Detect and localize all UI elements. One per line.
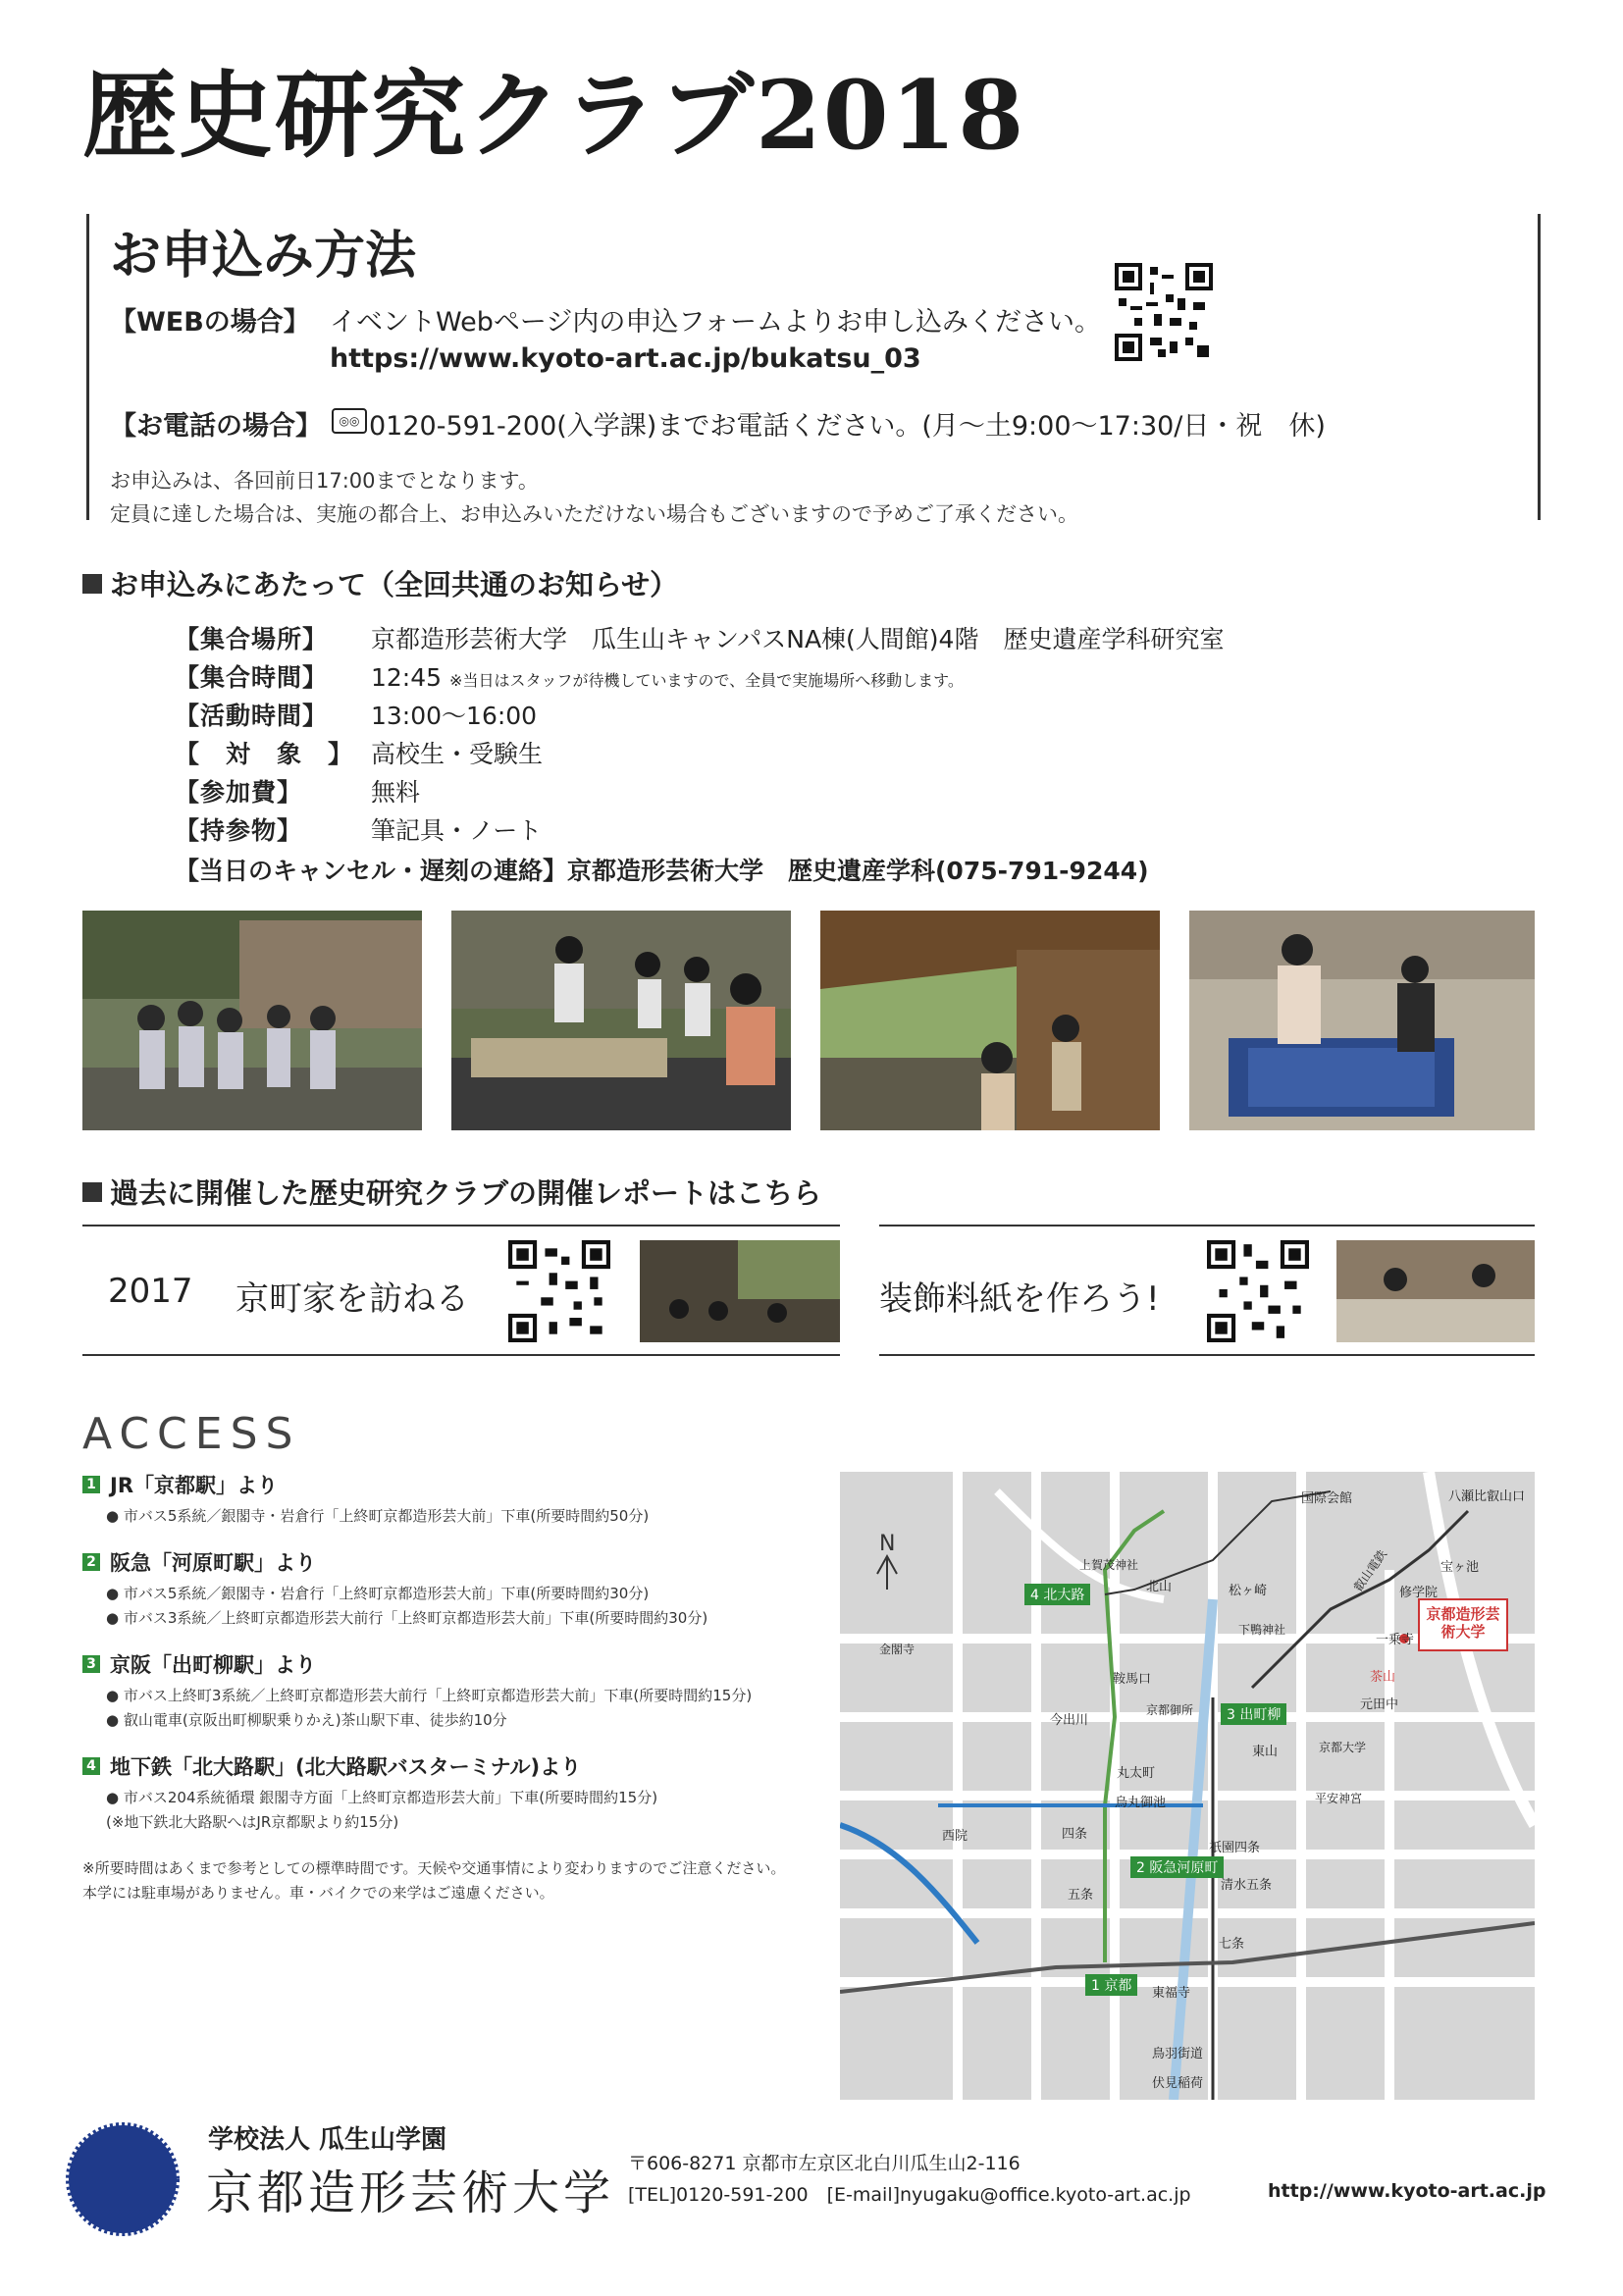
info-row-meet-time: 【集合時間】 12:45 ※当日はスタッフが待機していますので、全員で実施場所へ移動します。	[175, 663, 964, 692]
photo-paper-making	[1189, 911, 1535, 1130]
map-label: 下鴨神社	[1238, 1623, 1286, 1637]
info-row-place: 【集合場所】 京都造形芸術大学 瓜生山キャンパスNA棟(人間館)4階 歴史遺産学科研究室	[175, 625, 1225, 653]
square-bullet-icon	[82, 574, 102, 594]
map-label: 丸太町	[1117, 1766, 1156, 1781]
map-label: 一乗寺	[1376, 1633, 1415, 1647]
access-note-time: ※所要時間はあくまで参考としての標準時間です。天候や交通事情により変わりますのでご注意ください。	[82, 1859, 786, 1877]
divider	[879, 1354, 1535, 1356]
map-label: 七条	[1219, 1937, 1245, 1952]
note-capacity: 定員に達した場合は、実施の都合上、お申込みいただけない場合もございますので予めご了承ください。	[110, 502, 1078, 526]
square-bullet-icon	[82, 1182, 102, 1202]
map-label: 元田中	[1360, 1697, 1399, 1712]
route-2-heading: 2 阪急「河原町駅」より	[82, 1547, 828, 1577]
footer-url-link[interactable]: http://www.kyoto-art.ac.jp	[1268, 2180, 1546, 2202]
north-label: N	[879, 1532, 896, 1556]
info-row-activity-time: 【活動時間】 13:00〜16:00	[175, 702, 538, 730]
qr-code-icon[interactable]	[1115, 263, 1213, 361]
route-1-heading: 1 JR「京都駅」より	[82, 1470, 828, 1499]
report-photo-townhouse	[640, 1240, 840, 1342]
apply-title: お申込み方法	[110, 226, 417, 286]
report-photo-paper	[1336, 1240, 1535, 1342]
route-2-line: ● 市バス3系統／上終町京都造形芸大前行「上終町京都造形芸大前」下車(所要時間約30分)	[106, 1609, 708, 1627]
map-label: 松ヶ崎	[1229, 1584, 1268, 1598]
divider	[82, 1225, 840, 1226]
map-label: 国際会館	[1301, 1491, 1353, 1506]
web-label: 【WEBの場合】	[110, 307, 310, 338]
notice-heading	[82, 563, 678, 603]
free-dial-icon: ◎◎	[332, 408, 367, 434]
tel-text: 0120-591-200(入学課)までお電話ください。(月〜土9:00〜17:30/日・祝 休)	[369, 411, 1326, 442]
access-note-parking: 本学には駐車場がありません。車・バイクでの来学はご遠慮ください。	[82, 1884, 554, 1902]
divider	[82, 1354, 840, 1356]
map-label: 四条	[1062, 1827, 1088, 1842]
map-station-demachiyanagi: 3 出町柳	[1221, 1703, 1286, 1725]
map-label: 修学院	[1399, 1586, 1439, 1600]
report-item-townhouse[interactable]: 京町家を訪ねる	[236, 1279, 469, 1319]
footer-corp: 学校法人 瓜生山学園	[208, 2125, 447, 2155]
map-label: 叡山電鉄	[1350, 1547, 1389, 1594]
map-university-label: 京都造形芸術大学	[1426, 1605, 1500, 1641]
route-4-line: ● 市バス204系統循環 銀閣寺方面「上終町京都造形芸大前」下車(所要時間約15分)	[106, 1789, 658, 1806]
map-label: 祇園四条	[1209, 1841, 1261, 1855]
web-url-link[interactable]: https://www.kyoto-art.ac.jp/bukatsu_03	[330, 343, 921, 374]
tel-label: 【お電話の場合】	[110, 411, 322, 442]
footer-university-name: 京都造形芸術大学	[206, 2166, 615, 2220]
route-3-line: ● 叡山電車(京阪出町柳駅乗りかえ)茶山駅下車、徒歩約10分	[106, 1711, 507, 1729]
divider	[879, 1225, 1535, 1226]
map-label: 北山	[1146, 1580, 1173, 1594]
qr-code-icon[interactable]	[508, 1240, 610, 1342]
report-year: 2017	[108, 1272, 193, 1311]
university-seal-icon	[65, 2121, 181, 2237]
photo-temple-veranda	[820, 911, 1160, 1130]
map-label: 鞍馬口	[1113, 1672, 1152, 1687]
reports-heading-text: 過去に開催した歴史研究クラブの開催レポートはこちら	[110, 1176, 822, 1210]
map-label: 八瀬比叡山口	[1448, 1489, 1526, 1504]
map-station-kyoto: 1 京都	[1085, 1974, 1137, 1996]
access-map[interactable]	[840, 1472, 1535, 2100]
web-text: イベントWebページ内の申込フォームよりお申し込みください。	[330, 307, 1101, 338]
map-label: 今出川	[1050, 1713, 1089, 1728]
map-label: 鳥羽街道	[1152, 2047, 1204, 2061]
info-row-belongings: 【持参物】 筆記具・ノート	[175, 816, 543, 845]
map-label: 京都御所	[1146, 1703, 1194, 1717]
map-label: 五条	[1068, 1888, 1094, 1903]
route-4-line: (※地下鉄北大路駅へはJR京都駅より約15分)	[106, 1813, 399, 1831]
footer-contact[interactable]: [TEL]0120-591-200 [E-mail]nyugaku@office.kyoto-art.ac.jp	[628, 2184, 1191, 2206]
info-row-fee: 【参加費】 無料	[175, 778, 421, 807]
map-label: 東山	[1252, 1745, 1279, 1759]
note-deadline: お申込みは、各回前日17:00までとなります。	[110, 469, 539, 493]
map-label: 金閣寺	[879, 1643, 916, 1656]
cancel-contact: 【当日のキャンセル・遅刻の連絡】京都造形芸術大学 歴史遺産学科(075-791-9244)	[175, 857, 1149, 885]
page-title: 歴史研究クラブ2018	[82, 60, 1026, 171]
map-label: 茶山	[1370, 1670, 1396, 1685]
access-routes	[82, 1470, 828, 1903]
map-label: 京都大学	[1319, 1741, 1367, 1754]
map-station-kitaoji: 4 北大路	[1024, 1584, 1090, 1605]
notice-heading-text: お申込みにあたって（全回共通のお知らせ）	[110, 568, 679, 601]
map-label: 清水五条	[1221, 1878, 1273, 1893]
route-3-line: ● 市バス上終町3系統／上終町京都造形芸大前行「上終町京都造形芸大前」下車(所要時間約15分)	[106, 1687, 753, 1704]
route-4-heading: 4 地下鉄「北大路駅」(北大路駅バスターミナル)より	[82, 1751, 828, 1781]
qr-code-icon[interactable]	[1207, 1240, 1309, 1342]
info-row-target: 【 対 象 】 高校生・受験生	[175, 740, 544, 768]
map-label: 宝ヶ池	[1440, 1560, 1480, 1575]
map-station-kawaramachi: 2 阪急河原町	[1130, 1856, 1224, 1878]
map-label: 西院	[942, 1829, 969, 1844]
photo-townhouse-visit	[82, 911, 422, 1130]
map-label: 烏丸御池	[1115, 1796, 1167, 1810]
map-label: 伏見稲荷	[1152, 2076, 1204, 2091]
route-2-line: ● 市バス5系統／銀閣寺・岩倉行「上終町京都造形芸大前」下車(所要時間約30分)	[106, 1585, 650, 1602]
notice-list	[175, 620, 1352, 850]
access-title: ACCESS	[82, 1409, 301, 1459]
map-label: 上賀茂神社	[1079, 1558, 1139, 1572]
footer-address: 〒606-8271 京都市左京区北白川瓜生山2-116	[628, 2153, 1021, 2174]
reports-heading	[82, 1172, 821, 1212]
photo-classroom	[451, 911, 791, 1130]
map-label: 東福寺	[1152, 1986, 1191, 2001]
route-3-heading: 3 京阪「出町柳駅」より	[82, 1649, 828, 1679]
route-1-line: ● 市バス5系統／銀閣寺・岩倉行「上終町京都造形芸大前」下車(所要時間約50分)	[106, 1507, 650, 1525]
map-label: 平安神宮	[1315, 1792, 1363, 1805]
report-item-paper[interactable]: 装飾料紙を作ろう!	[879, 1279, 1160, 1319]
